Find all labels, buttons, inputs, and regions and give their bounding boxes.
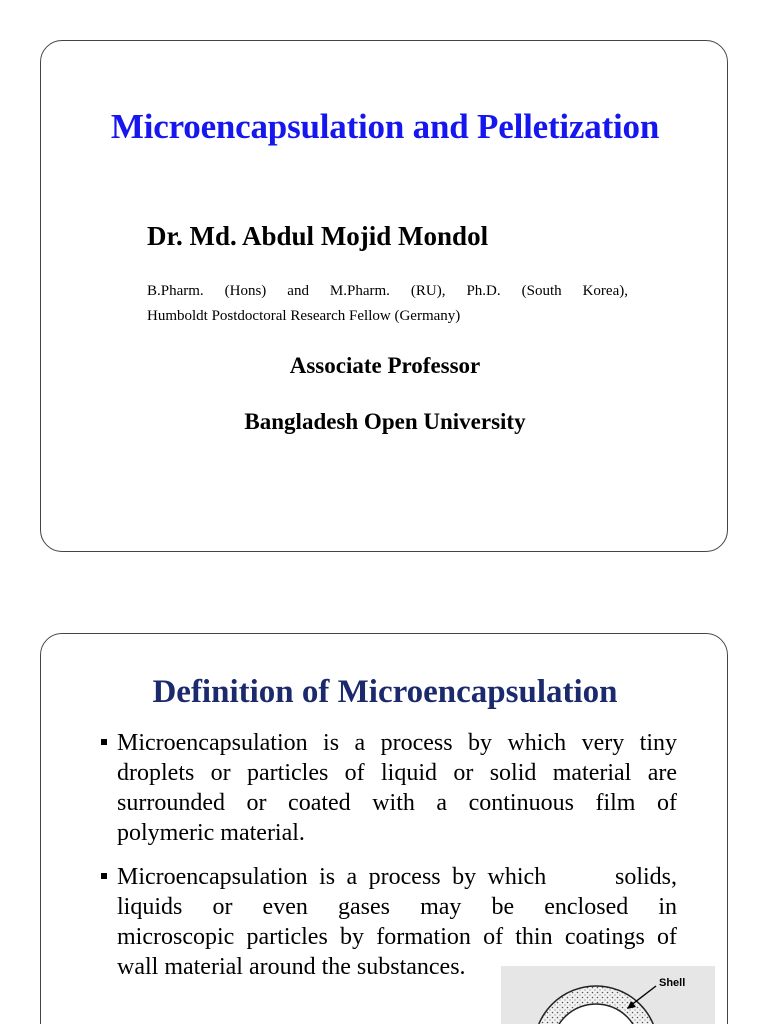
bullet-line: wall material around the substances. <box>117 954 466 980</box>
square-bullet-icon <box>101 873 107 879</box>
presentation-title: Microencapsulation and Pelletization <box>110 107 660 146</box>
definition-list <box>99 728 677 996</box>
square-bullet-icon <box>101 739 107 745</box>
bullet-line: surrounded or coated with a continuous film of <box>117 790 677 816</box>
credentials-line-2: Humboldt Postdoctoral Research Fellow (Germany) <box>147 308 461 324</box>
bullet-line: liquids or even gases may be enclosed in <box>117 894 677 920</box>
bullet-line: polymeric material. <box>117 820 305 846</box>
microcapsule-diagram <box>501 966 715 1024</box>
list-item <box>99 862 677 982</box>
definition-slide <box>40 633 728 1024</box>
bullet-line: Microencapsulation is a process by which solids, <box>117 864 677 890</box>
bullet-line: microscopic particles by formation of thin coatings of <box>117 924 677 950</box>
shell-label: Shell <box>659 977 686 989</box>
shell-pointer-line <box>630 986 656 1006</box>
slide-title: Definition of Microencapsulation <box>152 674 618 710</box>
author-university: Bangladesh Open University <box>244 409 526 434</box>
list-item <box>99 728 677 848</box>
author-name: Dr. Md. Abdul Mojid Mondol <box>147 221 489 251</box>
author-credentials <box>147 279 628 329</box>
title-slide <box>40 40 728 552</box>
bullet-line: Microencapsulation is a process by which very tiny <box>117 730 677 756</box>
author-position: Associate Professor <box>289 353 481 378</box>
credentials-line-1: B.Pharm. (Hons) and M.Pharm. (RU), Ph.D. (South Korea), <box>147 283 628 299</box>
bullet-line: droplets or particles of liquid or solid material are <box>117 760 677 786</box>
microcapsule-illustration <box>501 966 715 1024</box>
